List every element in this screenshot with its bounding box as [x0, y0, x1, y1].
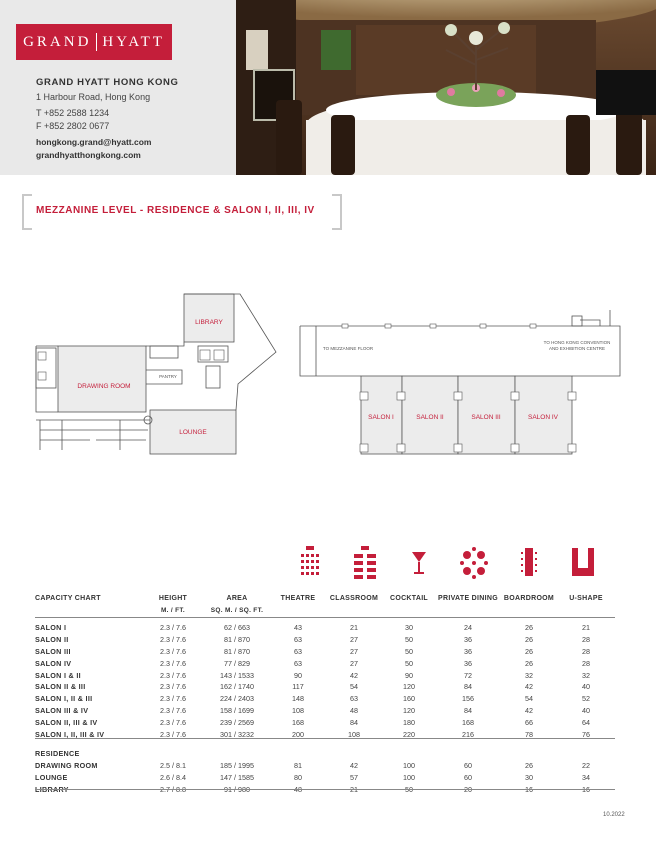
table-cell: 60	[464, 772, 472, 782]
table-cell: 30	[525, 772, 533, 782]
table-cell: 63	[294, 658, 302, 668]
table-cell: 42	[525, 682, 533, 692]
table-cell: 48	[350, 705, 358, 715]
col-capacity-chart: CAPACITY CHART	[35, 595, 101, 602]
table-cell: 64	[582, 717, 590, 727]
col-boardroom: BOARDROOM	[503, 595, 555, 602]
table-cell: 180	[403, 717, 415, 727]
room-name: SALON I, II, III & IV	[35, 729, 105, 739]
table-cell: 72	[464, 670, 472, 680]
table-cell: 156	[462, 694, 474, 704]
table-row	[35, 772, 615, 784]
table-row	[35, 760, 615, 772]
table-cell: 147 / 1585	[220, 772, 254, 782]
fax: F +852 2802 0677	[36, 121, 110, 131]
hotel-name: GRAND HYATT HONG KONG	[36, 77, 179, 88]
u-shape-icon	[569, 544, 597, 580]
label-drawing-room: DRAWING ROOM	[77, 383, 131, 390]
table-cell: 32	[582, 670, 590, 680]
table-cell: 2.3 / 7.6	[160, 729, 186, 739]
table-cell: 301 / 3232	[220, 729, 254, 739]
floor-plan	[0, 280, 656, 460]
table-rule-top	[35, 617, 615, 618]
table-cell: 16	[525, 784, 533, 794]
col-theatre: THEATRE	[280, 595, 316, 602]
room-name: SALON I, II & III	[35, 694, 93, 704]
table-cell: 28	[582, 646, 590, 656]
brand-logo: GRAND HYATT	[16, 24, 172, 60]
table-cell: 220	[403, 729, 415, 739]
label-library: LIBRARY	[195, 319, 223, 326]
table-cell: 26	[525, 761, 533, 771]
table-cell: 63	[294, 635, 302, 645]
table-row	[35, 646, 615, 658]
table-cell: 40	[582, 705, 590, 715]
table-cell: 66	[525, 717, 533, 727]
table-cell: 90	[294, 670, 302, 680]
table-cell: 224 / 2403	[220, 694, 254, 704]
room-name: LIBRARY	[35, 784, 69, 794]
section-title: MEZZANINE LEVEL - RESIDENCE & SALON I, II, III, IV	[36, 205, 315, 216]
table-cell: 80	[294, 772, 302, 782]
table-cell: 108	[292, 705, 304, 715]
table-cell: 21	[350, 784, 358, 794]
table-cell: 216	[462, 729, 474, 739]
table-cell: 2.3 / 7.6	[160, 694, 186, 704]
library-area	[184, 294, 234, 342]
table-cell: 81 / 870	[224, 635, 250, 645]
banquet-photo	[236, 0, 656, 175]
table-cell: 28	[582, 658, 590, 668]
col-private-dining: PRIVATE DINING	[438, 595, 498, 602]
table-row	[35, 669, 615, 681]
residence-label: RESIDENCE	[35, 749, 80, 759]
residence-rows	[35, 740, 615, 760]
room-name: SALON III & IV	[35, 705, 89, 715]
table-cell: 42	[350, 761, 358, 771]
room-name: SALON I & II	[35, 670, 81, 680]
table-cell: 57	[350, 772, 358, 782]
table-cell: 160	[403, 694, 415, 704]
label-salon-4: SALON IV	[528, 414, 558, 421]
table-cell: 81 / 870	[224, 646, 250, 656]
table-cell: 2.3 / 7.6	[160, 682, 186, 692]
table-cell: 36	[464, 646, 472, 656]
contact-panel	[0, 0, 236, 175]
table-cell: 27	[350, 635, 358, 645]
table-cell: 90	[405, 670, 413, 680]
table-cell: 36	[464, 635, 472, 645]
table-cell: 2.3 / 7.6	[160, 717, 186, 727]
table-cell: 2.3 / 7.6	[160, 646, 186, 656]
col-u-shape: U-SHAPE	[569, 595, 603, 602]
table-cell: 30	[405, 623, 413, 633]
website-link[interactable]: grandhyatthongkong.com	[36, 150, 141, 160]
capacity-chart	[35, 590, 615, 795]
header-row	[35, 590, 615, 602]
room-name: SALON I	[35, 623, 67, 633]
subheader-row	[35, 602, 615, 614]
table-cell: 108	[348, 729, 360, 739]
table-cell: 26	[525, 646, 533, 656]
table-cell: 16	[582, 784, 590, 794]
room-name: SALON IV	[35, 658, 72, 668]
bracket-right	[332, 194, 342, 230]
table-cell: 2.6 / 8.4	[160, 772, 186, 782]
table-cell: 239 / 2569	[220, 717, 254, 727]
table-cell: 27	[350, 658, 358, 668]
table-cell: 100	[403, 772, 415, 782]
table-cell: 168	[462, 717, 474, 727]
label-pantry: PANTRY	[159, 374, 177, 379]
table-cell: 117	[292, 682, 304, 692]
table-row	[35, 716, 615, 728]
room-name: SALON II & III	[35, 682, 86, 692]
table-cell: 2.7 / 8.8	[160, 784, 186, 794]
table-cell: 84	[350, 717, 358, 727]
table-cell: 24	[464, 623, 472, 633]
table-cell: 48	[294, 784, 302, 794]
table-cell: 26	[525, 658, 533, 668]
residence-heading-row	[35, 748, 615, 760]
col-classroom: CLASSROOM	[329, 595, 379, 602]
table-cell: 120	[403, 705, 415, 715]
telephone: T +852 2588 1234	[36, 108, 110, 118]
table-cell: 77 / 829	[224, 658, 250, 668]
table-cell: 2.5 / 8.1	[160, 761, 186, 771]
label-salon-3: SALON III	[471, 414, 501, 421]
table-cell: 91 / 980	[224, 784, 250, 794]
table-cell: 40	[582, 682, 590, 692]
table-rule-mid	[35, 738, 615, 739]
table-cell: 26	[525, 623, 533, 633]
table-cell: 50	[405, 646, 413, 656]
table-cell: 2.3 / 7.6	[160, 623, 186, 633]
table-row	[35, 657, 615, 669]
table-cell: 78	[525, 729, 533, 739]
label-to-convention-2: AND EXHIBITION CENTRE	[548, 346, 606, 351]
table-cell: 32	[525, 670, 533, 680]
table-cell: 63	[350, 694, 358, 704]
table-cell: 100	[403, 761, 415, 771]
room-name: SALON II, III & IV	[35, 717, 98, 727]
table-cell: 162 / 1740	[220, 682, 254, 692]
area-units: SQ. M. / SQ. FT.	[210, 607, 264, 614]
table-cell: 54	[525, 694, 533, 704]
table-rule-bottom	[35, 789, 615, 790]
salon-rows	[35, 622, 615, 740]
label-salon-2: SALON II	[416, 414, 444, 421]
classroom-icon	[351, 544, 379, 580]
table-cell: 50	[405, 658, 413, 668]
table-cell: 54	[350, 682, 358, 692]
section-heading	[22, 194, 342, 228]
height-units: M. / FT.	[160, 607, 186, 614]
table-row	[35, 634, 615, 646]
table-cell: 50	[405, 635, 413, 645]
table-row	[35, 693, 615, 705]
cocktail-icon	[405, 544, 433, 580]
boardroom-icon	[515, 544, 543, 580]
room-name: DRAWING ROOM	[35, 761, 98, 771]
table-cell: 2.3 / 7.6	[160, 670, 186, 680]
table-cell: 81	[294, 761, 302, 771]
table-row	[35, 622, 615, 634]
table-cell: 143 / 1533	[220, 670, 254, 680]
drawing-room-area	[58, 346, 146, 412]
table-row	[35, 681, 615, 693]
col-height: HEIGHT	[158, 595, 188, 602]
table-cell: 84	[464, 682, 472, 692]
table-cell: 63	[294, 646, 302, 656]
label-to-mezzanine: TO MEZZANINE FLOOR	[322, 346, 374, 351]
table-cell: 21	[350, 623, 358, 633]
table-cell: 43	[294, 623, 302, 633]
header	[0, 0, 656, 175]
label-to-convention-1: TO HONG KONG CONVENTION	[543, 340, 611, 345]
table-cell: 34	[582, 772, 590, 782]
table-cell: 200	[292, 729, 304, 739]
table-cell: 2.3 / 7.6	[160, 705, 186, 715]
col-cocktail: COCKTAIL	[389, 595, 429, 602]
table-cell: 26	[525, 635, 533, 645]
table-cell: 60	[464, 761, 472, 771]
hotel-address: 1 Harbour Road, Hong Kong	[36, 92, 151, 102]
col-area: AREA	[226, 595, 248, 602]
table-cell: 21	[582, 623, 590, 633]
table-cell: 27	[350, 646, 358, 656]
table-cell: 2.3 / 7.6	[160, 658, 186, 668]
setup-icons	[0, 544, 656, 584]
room-name: LOUNGE	[35, 772, 68, 782]
table-cell: 62 / 663	[224, 623, 250, 633]
table-cell: 36	[464, 658, 472, 668]
table-cell: 52	[582, 694, 590, 704]
table-cell: 76	[582, 729, 590, 739]
table-cell: 50	[405, 784, 413, 794]
theatre-icon	[296, 544, 324, 580]
email-link[interactable]: hongkong.grand@hyatt.com	[36, 137, 152, 147]
table-cell: 120	[403, 682, 415, 692]
publish-date: 10.2022	[603, 812, 625, 818]
table-cell: 42	[525, 705, 533, 715]
label-salon-1: SALON I	[368, 414, 394, 421]
bracket-left	[22, 194, 32, 230]
table-cell: 2.3 / 7.6	[160, 635, 186, 645]
table-cell: 148	[292, 694, 304, 704]
label-lounge: LOUNGE	[179, 429, 207, 436]
table-cell: 84	[464, 705, 472, 715]
table-cell: 28	[582, 635, 590, 645]
table-cell: 22	[582, 761, 590, 771]
table-cell: 168	[292, 717, 304, 727]
table-row	[35, 705, 615, 717]
room-name: SALON II	[35, 635, 69, 645]
table-cell: 185 / 1995	[220, 761, 254, 771]
private-dining-icon	[460, 544, 488, 580]
table-cell: 42	[350, 670, 358, 680]
table-cell: 158 / 1699	[220, 705, 254, 715]
room-name: SALON III	[35, 646, 71, 656]
table-cell: 20	[464, 784, 472, 794]
